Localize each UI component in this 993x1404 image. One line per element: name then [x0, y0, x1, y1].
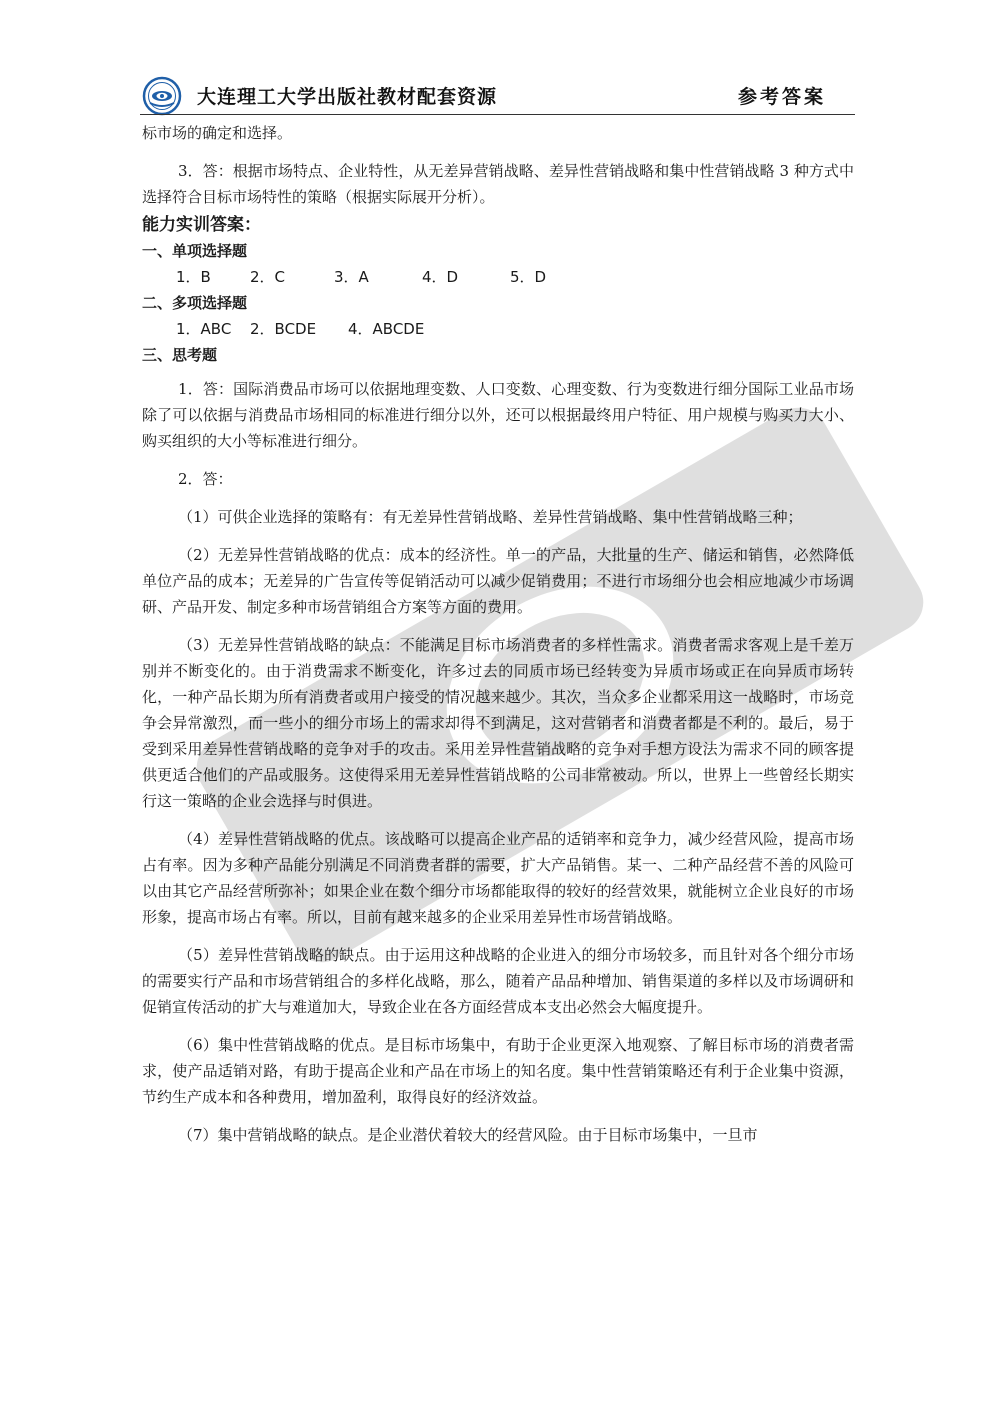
- paragraph-answer-3: 3．答：根据市场特点、企业特性，从无差异营销战略、差异性营销战略和集中性营销战略 3 种方式中选择符合目标市场特性的策略（根据实际展开分析）。: [142, 162, 854, 206]
- multi-choice-title: 二、多项选择题: [142, 294, 248, 312]
- strategy-item-4: （4）差异性营销战略的优点。该战略可以提高企业产品的适销率和竞争力，减少经营风险，提高市场占有率。因为多种产品能分别满足不同消费者群的需要，扩大产品销售。某一、二种产品经营不善的风险可以由其它产品经营所弥补；如果企业在数个细分市场都能取得的较好的经营效果，就能树立企业良好的市场形象，提高市场占有率。所以，目前有越来越多的企业采用差异性市场营销战略。: [142, 830, 854, 926]
- thinking-answer-1: 1．答：国际消费品市场可以依据地理变数、人口变数、心理变数、行为变数进行细分国际工业品市场除了可以依据与消费品市场相同的标准进行细分以外，还可以根据最终用户特征、用户规模与购买力大小、购买组织的大小等标准进行细分。: [142, 380, 854, 450]
- answer-item: 1．B: [176, 268, 211, 286]
- answer-item: 2．BCDE: [250, 320, 317, 338]
- thinking-title: 三、思考题: [142, 346, 218, 364]
- answer-item: 1．ABC: [176, 320, 232, 338]
- publisher-name: 大连理工大学出版社教材配套资源: [197, 86, 498, 108]
- multi-choice-answers: [142, 316, 854, 342]
- strategy-item-1: （1）可供企业选择的策略有：有无差异性营销战略、差异性营销战略、集中性营销战略三种；: [178, 508, 803, 526]
- thinking-answer-2-label: 2．答：: [178, 470, 233, 488]
- strategy-item-6: （6）集中性营销战略的优点。是目标市场集中，有助于企业更深入地观察、了解目标市场的消费者需求，使产品适销对路，有助于提高企业和产品在市场上的知名度。集中性营销策略还有利于企业集中资源，节约生产成本和各种费用，增加盈利，取得良好的经济效益。: [142, 1036, 854, 1106]
- strategy-item-3: （3）无差异性营销战略的缺点：不能满足目标市场消费者的多样性需求。消费者需求客观上是千差万别并不断变化的。由于消费需求不断变化，许多过去的同质市场已经转变为异质市场或正在向异质市场转化，一种产品长期为所有消费者或用户接受的情况越来越少。其次，当众多企业都采用这一战略时，市场竞争会异常激烈，而一些小的细分市场上的需求却得不到满足，这对营销者和消费者都是不利的。最后，易于受到采用差异性营销战略的竞争对手的攻击。采用差异性营销战略的竞争对手想方设法为需求不同的顾客提供更适合他们的产品或服务。这使得采用无差异性营销战略的公司非常被动。所以，世界上一些曾经长期实行这一策略的企业会选择与时俱进。: [142, 636, 854, 810]
- answer-item: 5．D: [510, 268, 547, 286]
- university-logo-icon: [140, 76, 188, 116]
- document-type: 参考答案: [738, 86, 827, 108]
- section-title: 能力实训答案：: [142, 215, 261, 235]
- strategy-item-7: （7）集中营销战略的缺点。是企业潜伏着较大的经营风险。由于目标市场集中，一旦市: [178, 1126, 758, 1144]
- answer-item: 4．D: [422, 268, 459, 286]
- answer-item: 4．ABCDE: [348, 320, 425, 338]
- answer-content: [142, 120, 854, 1148]
- answer-item: 3．A: [334, 268, 369, 286]
- page-header: [140, 76, 855, 116]
- answer-item: 2．C: [250, 268, 286, 286]
- header-divider: [140, 114, 855, 115]
- single-choice-title: 一、单项选择题: [142, 242, 248, 260]
- strategy-item-5: （5）差异性营销战略的缺点。由于运用这种战略的企业进入的细分市场较多，而且针对各个细分市场的需要实行产品和市场营销组合的多样化战略，那么，随着产品品种增加、销售渠道的多样以及市场调研和促销宣传活动的扩大与难道加大，导致企业在各方面经营成本支出必然会大幅度提升。: [142, 946, 854, 1016]
- single-choice-answers: [142, 264, 854, 290]
- strategy-item-2: （2）无差异性营销战略的优点：成本的经济性。单一的产品，大批量的生产、储运和销售，必然降低单位产品的成本；无差异的广告宣传等促销活动可以减少促销费用；不进行市场细分也会相应地减少市场调研、产品开发、制定多种市场营销组合方案等方面的费用。: [142, 546, 854, 616]
- paragraph-continuation: 标市场的确定和选择。: [142, 124, 293, 142]
